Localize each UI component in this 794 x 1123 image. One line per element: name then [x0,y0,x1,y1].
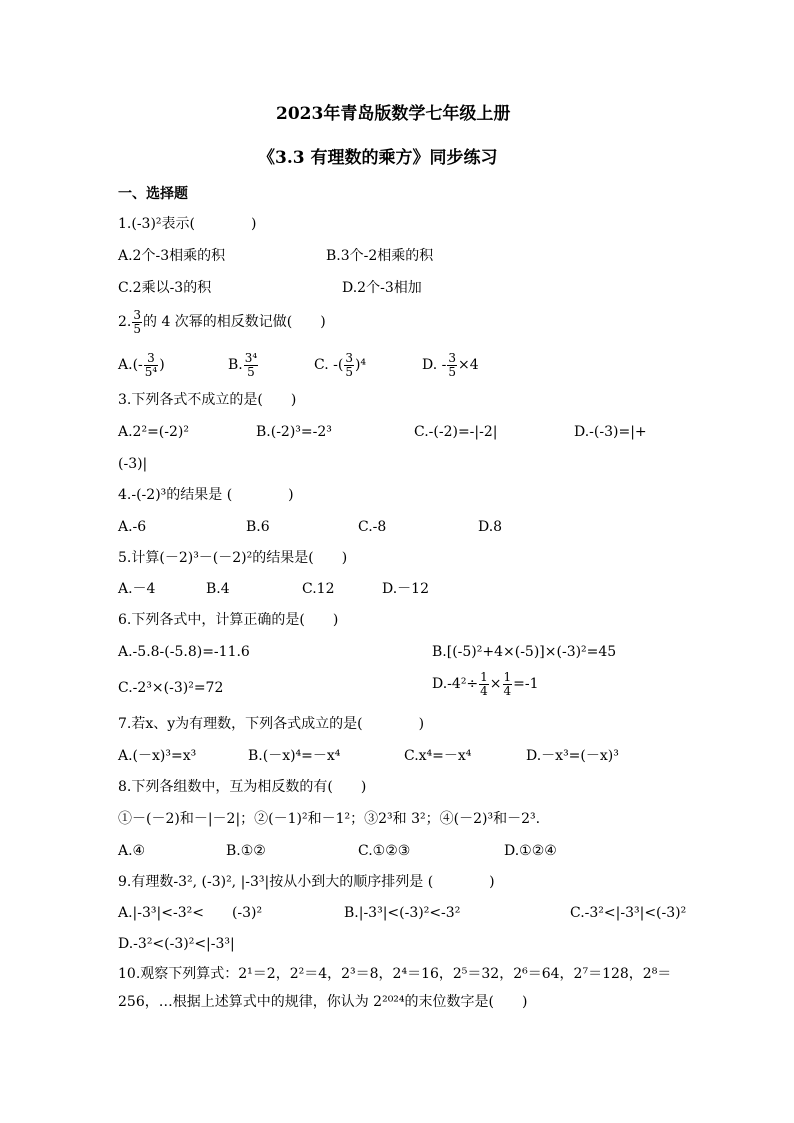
question-8-option-c: C.①②③ [358,843,411,859]
question-2-stem-text: 的 4 次幂的相反数记做( ) [143,314,326,330]
question-2-option-b-fraction: $\frac{\text{3⁴}}{5}$ [244,350,258,379]
question-1-option-d: D.2个-3相加 [342,280,422,296]
question-9-option-c: C.-3²<|-3³|<(-3)² [570,905,687,921]
question-4-option-b: B.6 [246,519,270,535]
question-6-option-b: B.[(-5)²+4×(-5)]×(-3)²=45 [432,644,617,660]
question-3-option-d: D.-(-3)=|+ [574,424,647,440]
question-3-option-b: B.(-2)³=-2³ [256,424,332,440]
question-2-option-d: D. - $\frac{3}{5}$ ×4 [422,350,479,379]
question-7-option-a: A.(－x)³=x³ [118,748,197,764]
question-2-option-c-fraction: $\frac{3}{5}$ [345,350,353,379]
question-1-option-b: B.3个-2相乘的积 [326,248,434,264]
question-2-option-a-fraction: $\frac{3}{\text{5⁴}}$ [144,350,158,379]
question-7-option-b: B.(－x)⁴=－x⁴ [248,748,341,764]
question-2-option-c: C. -( $\frac{3}{5}$ )⁴ [314,350,367,379]
question-3-option-c: C.-(-2)=-|-2| [414,424,498,440]
question-8-stem: 8.下列各组数中，互为相反数的有( ) [118,779,367,795]
question-4-option-a: A.-6 [118,519,147,535]
question-6-option-d-fraction-1: $\frac{1}{4}$ [480,669,488,698]
question-6-stem: 6.下列各式中，计算正确的是( ) [118,612,339,628]
question-5-stem: 5.计算(－2)³－(－2)²的结果是( ) [118,550,348,566]
question-8-option-d: D.①②④ [504,843,557,859]
question-8-option-a: A.④ [118,843,146,859]
question-9-stem: 9.有理数-3², (-3)², |-3³|按从小到大的顺序排列是 ( ) [118,874,495,890]
question-4-option-c: C.-8 [358,519,387,535]
question-6-option-a: A.-5.8-(-5.8)=-11.6 [118,644,250,660]
page-subtitle: 《3.3 有理数的乘方》同步练习 [258,148,498,168]
section-heading: 一、选择题 [118,186,188,202]
page-title: 2023年青岛版数学七年级上册 [276,104,511,124]
question-6-option-c: C.-2³×(-3)²=72 [118,680,224,696]
question-2-option-b: B. $\frac{\text{3⁴}}{5}$ [228,350,258,379]
question-1-option-c: C.2乘以-3的积 [118,280,212,296]
question-8-list: ①－(－2)和－|－2|；②(－1)²和－1²；③2³和 3²；④(－2)³和－2³. [118,811,541,827]
question-3-stem: 3.下列各式不成立的是( ) [118,392,297,408]
question-9-option-b: B.|-3³|<(-3)²<-3² [344,905,461,921]
question-1-stem: 1.(-3)²表示( ) [118,216,257,232]
question-4-option-d: D.8 [478,519,503,535]
question-4-stem: 4.-(-2)³的结果是 ( ) [118,487,294,503]
question-5-option-c: C.12 [302,581,335,597]
question-8-option-b: B.①② [226,843,266,859]
question-2-number: 2. [118,314,132,330]
question-10-line-1: 10.观察下列算式：2¹＝2，2²＝4，2³＝8，2⁴＝16，2⁵＝32，2⁶＝64，2⁷＝128，2⁸＝ [118,966,672,982]
question-2-stem [118,305,326,339]
question-2-option-d-fraction: $\frac{3}{5}$ [448,350,456,379]
question-2-option-a: A.(- $\frac{3}{\text{5⁴}}$ ) [118,350,165,379]
question-5-option-d: D.－12 [382,581,429,597]
question-3-option-a: A.2²=(-2)² [118,424,189,440]
question-3-option-d-continued: (-3)| [118,456,148,472]
question-9-option-d: D.-3²<(-3)²<|-3³| [118,936,235,952]
question-6-option-d: D.-4²÷ $\frac{1}{4}$ × $\frac{1}{4}$ =-1 [432,669,539,698]
question-5-option-a: A.－4 [118,581,156,597]
question-7-option-c: C.x⁴=－x⁴ [404,748,472,764]
question-1-option-a: A.2个-3相乘的积 [118,248,226,264]
question-9-option-a: A.|-3³|<-3²< (-3)² [118,905,263,921]
question-7-option-d: D.－x³=(－x)³ [526,748,619,764]
question-10-line-2: 256，…根据上述算式中的规律，你认为 2²⁰²⁴的末位数字是( ) [118,994,528,1010]
question-6-option-d-fraction-2: $\frac{1}{4}$ [503,669,512,698]
question-2-fraction: $\frac{3}{5}$ [133,307,141,336]
question-7-stem: 7.若x、y为有理数，下列各式成立的是( ) [118,716,425,732]
question-5-option-b: B.4 [206,581,230,597]
